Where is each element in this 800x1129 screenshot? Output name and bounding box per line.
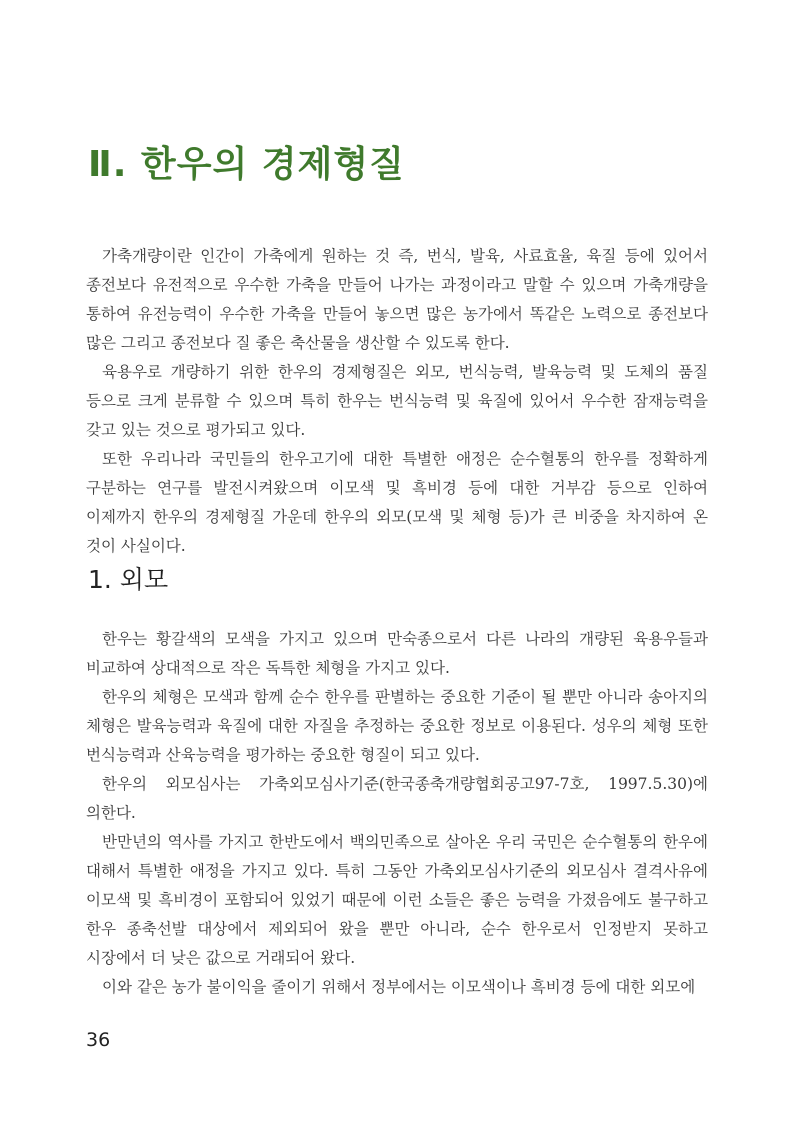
section-text — [86, 625, 708, 1002]
paragraph: 가축개량이란 인간이 가축에게 원하는 것 즉, 번식, 발육, 사료효율, 육질 등에 있어서 종전보다 유전적으로 우수한 가축을 만들어 나가는 과정이라고 말할 수 있으며 가축개량을 통하여 유전능력이 우수한 가축을 만들어 놓으면 많은 농가에서 똑같은 노력으로 종전보다 많은 그리고 종전보다 질 좋은 축산물을 생산할 수 있도록 한다. — [86, 247, 708, 352]
intro-text — [86, 242, 708, 561]
paragraph: 한우의 외모심사는 가축외모심사기준(한국종축개량협회공고97-7호, 1997.5.30)에 의한다. — [86, 775, 708, 822]
paragraph: 한우는 황갈색의 모색을 가지고 있으며 만숙종으로서 다른 나라의 개량된 육용우들과 비교하여 상대적으로 작은 독특한 체형을 가지고 있다. — [86, 630, 708, 677]
chapter-title: Ⅱ. 한우의 경제형질 — [88, 144, 405, 185]
paragraph: 육용우로 개량하기 위한 한우의 경제형질은 외모, 번식능력, 발육능력 및 도체의 품질 등으로 크게 분류할 수 있으며 특히 한우는 번식능력 및 육질에 있어서 우수한 잠재능력을 갖고 있는 것으로 평가되고 있다. — [86, 363, 708, 439]
paragraph: 반만년의 역사를 가지고 한반도에서 백의민족으로 살아온 우리 국민은 순수혈통의 한우에 대해서 특별한 애정을 가지고 있다. 특히 그동안 가축외모심사기준의 외모심사 결격사유에 이모색 및 흑비경이 포함되어 있었기 때문에 이런 소들은 좋은 능력을 가졌음에도 불구하고 한우 종축선발 대상에서 제외되어 왔을 뿐만 아니라, 순수 한우로서 인정받지 못하고 시장에서 더 낮은 값으로 거래되어 왔다. — [86, 833, 708, 967]
paragraph: 한우의 체형은 모색과 함께 순수 한우를 판별하는 중요한 기준이 될 뿐만 아니라 송아지의 체형은 발육능력과 육질에 대한 자질을 추정하는 중요한 정보로 이용된다. 성우의 체형 또한 번식능력과 산육능력을 평가하는 중요한 형질이 되고 있다. — [86, 688, 708, 764]
section-heading: 1. 외모 — [88, 565, 169, 594]
page-number: 36 — [86, 1029, 111, 1051]
paragraph: 이와 같은 농가 불이익을 줄이기 위해서 정부에서는 이모색이나 흑비경 등에 대한 외모에 — [102, 978, 696, 996]
paragraph: 또한 우리나라 국민들의 한우고기에 대한 특별한 애정은 순수혈통의 한우를 정확하게 구분하는 연구를 발전시켜왔으며 이모색 및 흑비경 등에 대한 거부감 등으로 인하여 이제까지 한우의 경제형질 가운데 한우의 외모(모색 및 체형 등)가 큰 비중을 차지하여 온 것이 사실이다. — [86, 450, 708, 555]
